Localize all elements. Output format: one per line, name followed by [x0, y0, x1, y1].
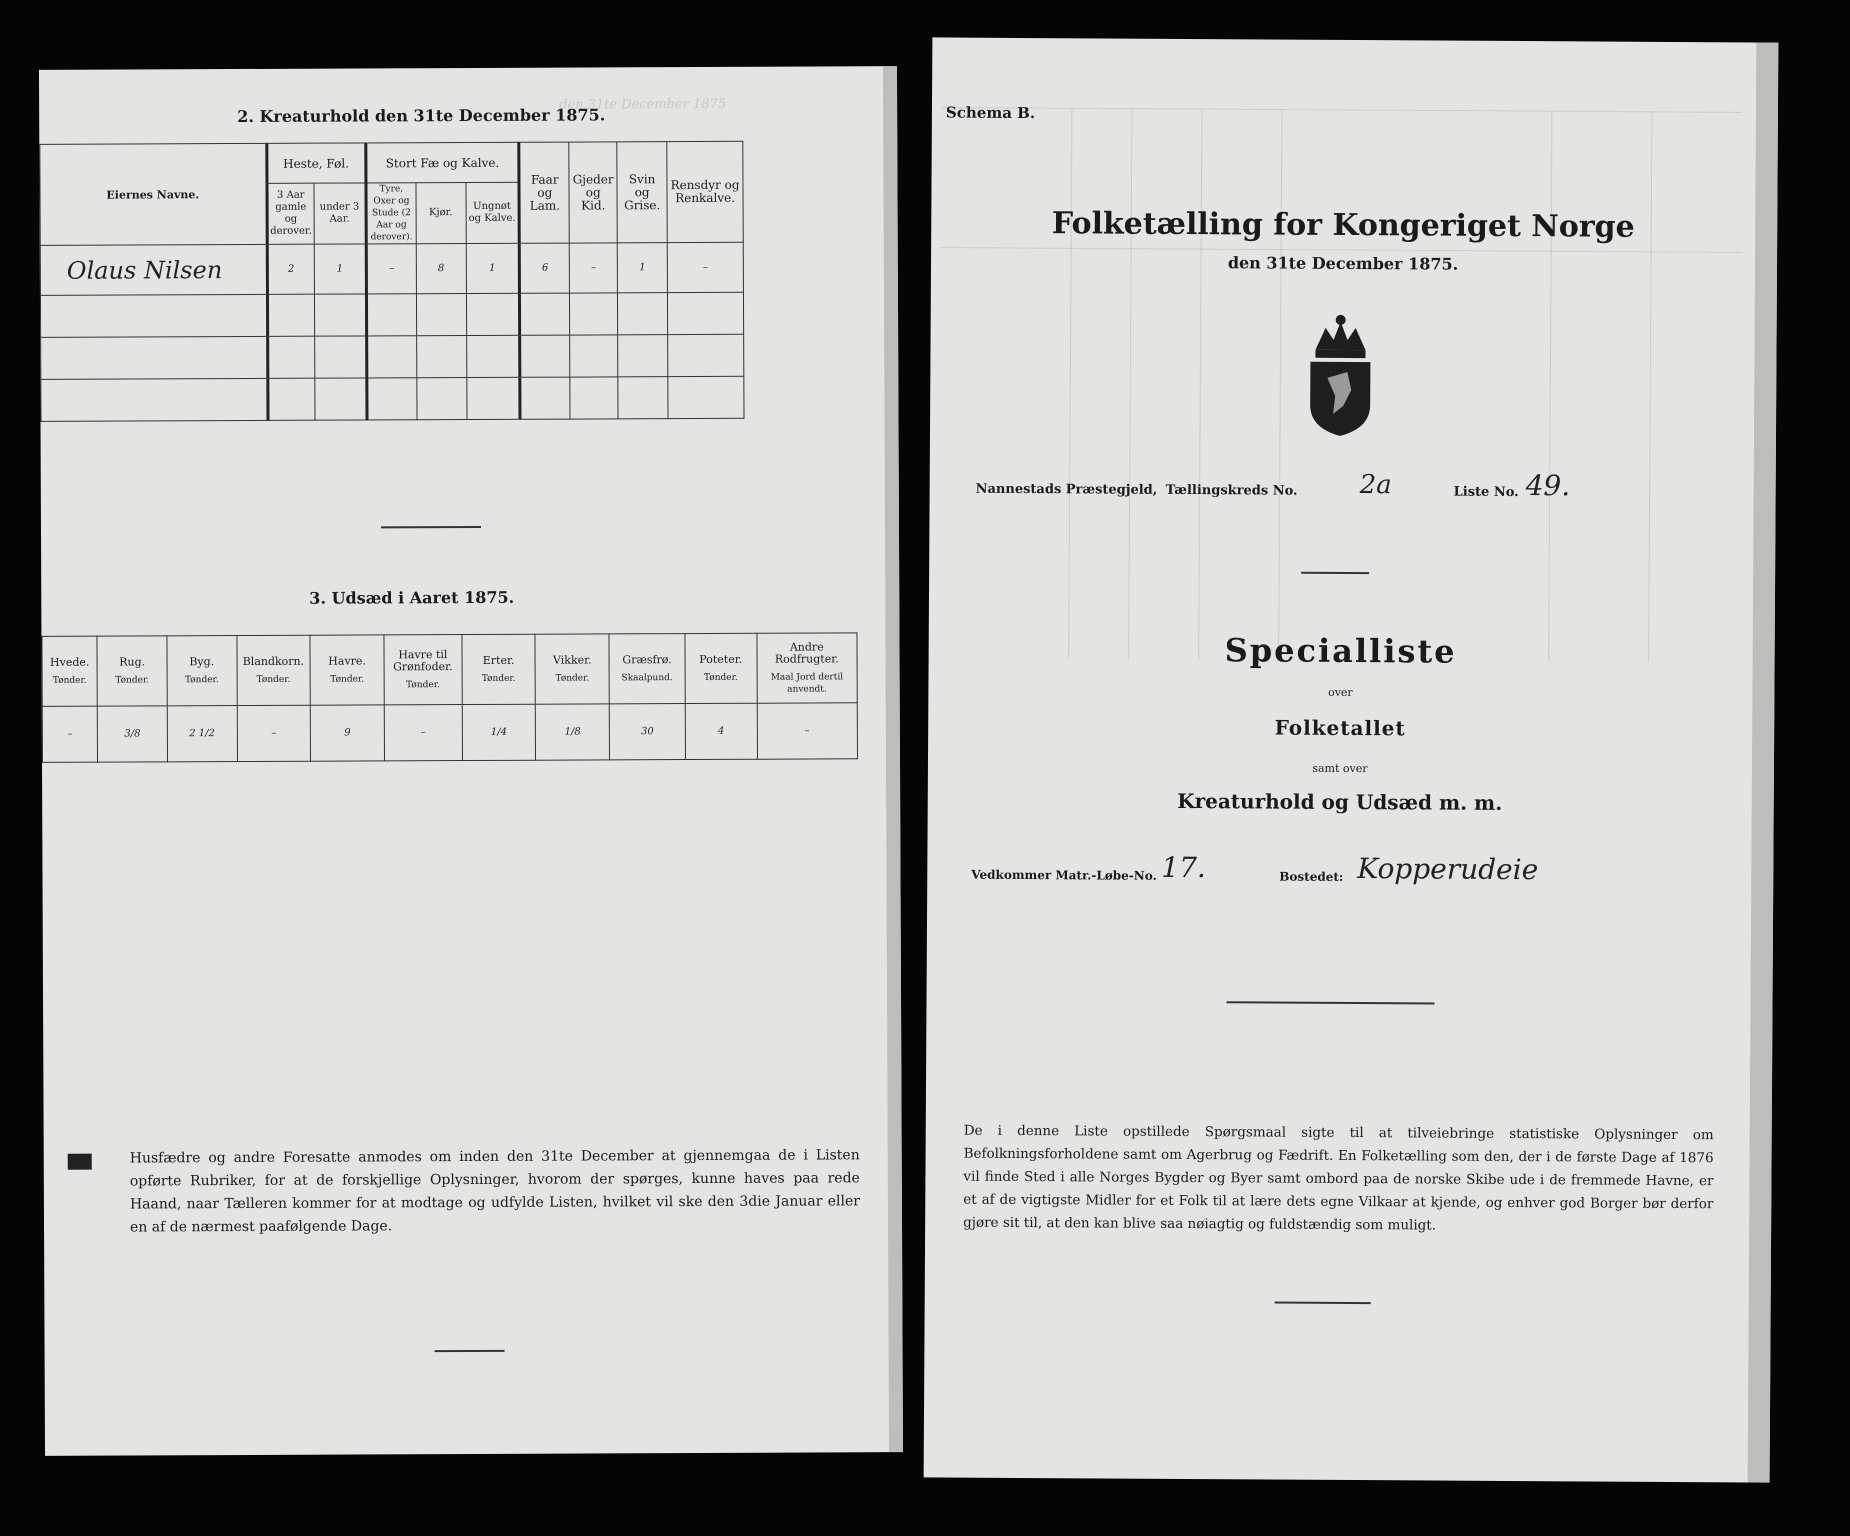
matr-label: Vedkommer Matr.-Løbe-No.	[971, 867, 1157, 883]
left-page	[39, 66, 903, 1456]
sowing-header-unit: Tønder.	[256, 674, 291, 685]
sowing-value-0: –	[42, 706, 98, 762]
cell-reindeer: –	[667, 242, 743, 292]
sowing-header-name: Erter.	[482, 653, 515, 667]
table-row	[40, 292, 743, 337]
sowing-header-unit: Tønder.	[115, 674, 150, 686]
notice-text: Husfædre og andre Foresatte anmodes om inden den 31te December at gjennemgaa de i Listen opførte Rubriker, for at de forskjellige Oplysninger, hvorom der spørges, kunne haves paa rede Haand, naar Tælleren kommer for at modtage og udfylde Listen, hvilket vil ske den 3die Januar eller en af de nærmest paafølgende Dage.	[129, 1147, 860, 1236]
sowing-value-6: 1/4	[462, 704, 536, 760]
livestock-sowing-title: Kreaturhold og Udsæd m. m.	[1177, 788, 1503, 815]
sowing-header-0	[42, 636, 98, 706]
sowing-header-6	[462, 634, 536, 704]
sowing-table	[41, 632, 858, 763]
schema-label: Schema B.	[945, 103, 1036, 123]
page-edge	[883, 66, 903, 1452]
sowing-value-2: 2 1/2	[167, 706, 237, 762]
right-page	[924, 37, 1779, 1482]
bosted-label: Bostedet:	[1279, 869, 1344, 884]
cell-young-cattle: 1	[466, 243, 520, 293]
sowing-value-8: 30	[609, 704, 685, 760]
cell-bulls: –	[366, 244, 416, 294]
divider	[1227, 1001, 1435, 1004]
sowing-value-7: 1/8	[536, 704, 610, 760]
sowing-header-unit: Tønder.	[406, 679, 440, 690]
cows-header: Kjør.	[416, 183, 466, 244]
table-row	[40, 242, 743, 295]
sowing-header-name: Vikker.	[552, 652, 592, 667]
sowing-header-7	[535, 634, 609, 704]
sowing-header-1	[97, 636, 167, 706]
young-cattle-header: Ungnøt og Kalve.	[466, 182, 520, 243]
folketallet-text: Folketallet	[1274, 715, 1406, 741]
section2-title: 2. Kreaturhold den 31te December 1875.	[237, 105, 606, 127]
divider	[381, 526, 481, 528]
sowing-header-8	[609, 634, 685, 704]
sowing-header-name: Havre til Grønfoder.	[393, 647, 453, 673]
sowing-header-name: Havre.	[328, 653, 366, 668]
cell-sheep: 6	[520, 243, 570, 293]
over-text: over	[1328, 685, 1353, 700]
samt-over-text: samt over	[1312, 761, 1368, 776]
table-row	[41, 376, 744, 421]
horses-old-header: 3 Aar gamle og derover.	[266, 183, 314, 244]
sowing-header-name: Poteter.	[699, 652, 743, 666]
sowing-header-name: Blandkorn.	[242, 654, 305, 668]
sowing-header-unit: Tønder.	[330, 673, 365, 685]
special-list-title: Specialliste	[1224, 631, 1457, 671]
section3-title: 3. Udsæd i Aaret 1875.	[309, 587, 515, 608]
sowing-header-5	[384, 635, 462, 705]
pigs-header: Svin og Grise.	[617, 142, 667, 243]
owner-name: Olaus Nilsen	[40, 244, 267, 295]
document-title: Folketælling for Kongeriget Norge	[1051, 206, 1635, 245]
pointing-hand-icon	[68, 1154, 92, 1170]
sowing-header-9	[685, 633, 757, 703]
sowing-value-1: 3/8	[98, 706, 168, 762]
cell-horses-old: 2	[267, 244, 315, 294]
sowing-header-unit: Tønder.	[481, 673, 516, 684]
cell-goats: –	[569, 243, 617, 293]
bulls-header: Tyre, Oxer og Stude (2 Aar og derover).	[366, 183, 416, 244]
bleed-through-text: den 31te December 1875	[559, 96, 727, 113]
sheep-header: Faar og Lam.	[519, 142, 569, 243]
sowing-header-unit: Tønder.	[555, 672, 590, 684]
district-value: 2a	[1359, 470, 1392, 501]
horses-header: Heste, Føl.	[266, 143, 366, 183]
goats-header: Gjeder og Kid.	[569, 142, 617, 243]
document-date: den 31te December 1875.	[1227, 253, 1459, 274]
sowing-header-name: Rug.	[119, 654, 146, 669]
sowing-header-unit: Tønder.	[52, 675, 87, 686]
reindeer-header: Rensdyr og Renkalve.	[667, 141, 743, 242]
sowing-header-name: Hvede.	[49, 655, 90, 669]
sowing-header-name: Græsfrø.	[622, 652, 672, 666]
list-value: 49.	[1525, 469, 1571, 503]
table-row	[42, 703, 857, 763]
sowing-value-5: –	[384, 705, 462, 761]
sowing-header-unit: Tønder.	[703, 672, 738, 683]
sowing-value-10: –	[757, 703, 858, 759]
sowing-header-2	[167, 636, 237, 706]
sowing-header-name: Byg.	[189, 654, 215, 668]
owner-header-cell: Eiernes Navne.	[40, 143, 267, 245]
sowing-header-10	[756, 633, 857, 703]
parish-label: Nannestads Præstegjeld,	[975, 481, 1158, 498]
divider	[1275, 1302, 1371, 1304]
sowing-header-3	[236, 635, 310, 705]
horses-young-header: under 3 Aar.	[314, 183, 366, 244]
sowing-value-9: 4	[685, 703, 757, 759]
cell-pigs: 1	[617, 243, 667, 293]
coat-of-arms-icon	[1295, 310, 1386, 441]
list-label: Liste No.	[1453, 484, 1519, 501]
info-paragraph: De i denne Liste opstillede Spørgsmaal sigte til at tilveiebringe statistiske Oplysninger om Befolkningsforholdene samt om Agerbrug og Fædrift. En Folketælling som den, der i de første Dage af 1876 vil finde Sted i alle Norges Bygder og Byer samt ombord paa de norske Skibe ude i de fremmede Havne, er et af de vigtigste Midler for et Folk til at lære dets egne Vilkaar at kjende, og enhver god Borger bør derfor gjøre sit til, at den kan blive saa nøiagtig og fuldstændig som muligt.	[963, 1122, 1714, 1234]
sowing-header-unit: Skaalpund.	[621, 672, 673, 683]
sowing-header-unit: Maal Jord dertil anvendt.	[770, 671, 844, 695]
sowing-header-unit: Tønder.	[184, 674, 219, 685]
sowing-value-3: –	[237, 705, 311, 761]
cell-horses-young: 1	[314, 244, 366, 294]
livestock-table	[39, 141, 744, 422]
sowing-header-4	[310, 635, 384, 705]
district-label: Tællingskreds No.	[1165, 482, 1298, 499]
divider	[435, 1350, 505, 1352]
matr-value: 17.	[1161, 850, 1206, 885]
sowing-value-4: 9	[310, 705, 384, 761]
sowing-header-name: Andre Rodfrugter.	[774, 639, 839, 666]
bosted-value: Kopperudeie	[1357, 852, 1539, 887]
cell-cows: 8	[416, 244, 466, 294]
table-row	[41, 334, 744, 379]
cattle-header: Stort Fæ og Kalve.	[366, 142, 520, 183]
